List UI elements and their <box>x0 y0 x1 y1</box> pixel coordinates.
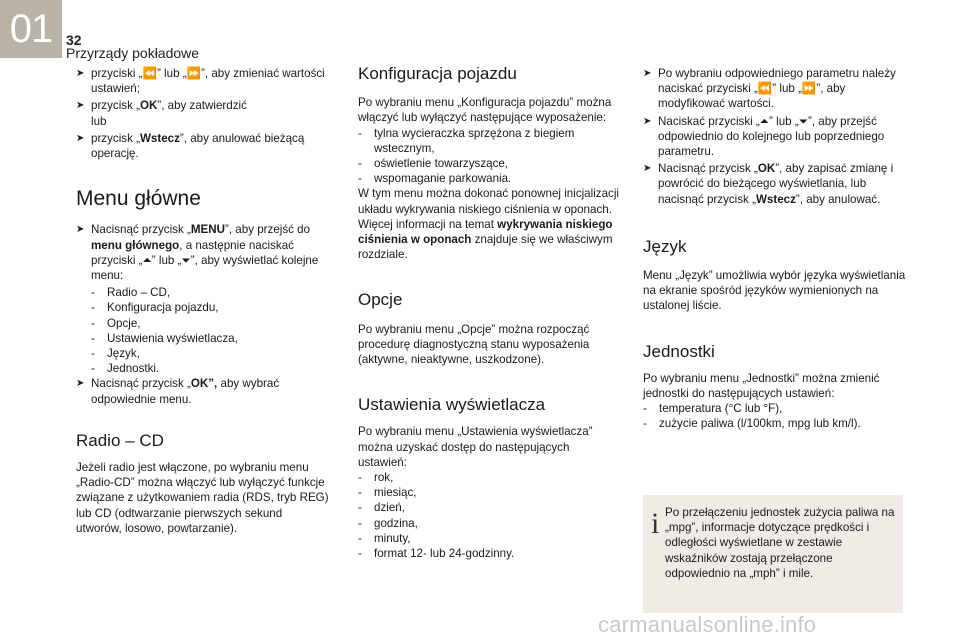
arrow-bullet-icon: ➤ <box>643 115 652 127</box>
vehicle-list <box>358 126 620 187</box>
info-box <box>643 495 903 613</box>
heading-display-settings: Ustawienia wyświetlacza <box>358 395 546 415</box>
heading-language: Język <box>643 236 687 256</box>
paragraph: Menu „Język” umożliwia wybór języka wyświetlania na ekranie spośród języków wymienionych na ustalonej liście. <box>643 269 906 313</box>
list-item: - Ustawienia wyświetlacza, <box>91 331 238 345</box>
list-item: - oświetlenie towarzyszące, <box>358 157 509 171</box>
bullet-item: ➤ przycisk „OK”, aby zatwierdzić lub <box>76 99 247 128</box>
column-middle <box>358 66 620 561</box>
list-item: - Jednostki. <box>91 362 160 376</box>
bullet-item: ➤ Nacisnąć przycisk „MENU”, aby przejść do menu głównego, a następnie naciskać przyciski „⏶” lub „⏷”, aby wyświetlać kolejne menu: <box>76 223 319 283</box>
info-icon: i <box>651 507 660 540</box>
list-item: - Język, <box>91 347 140 361</box>
arrow-bullet-icon: ➤ <box>76 68 85 79</box>
heading-radio-cd: Radio – CD <box>76 430 164 450</box>
list-item: - zużycie paliwa (l/100km, mpg lub km/l). <box>643 417 861 431</box>
watermark: carmanualsonline.info <box>598 612 817 637</box>
arrow-bullet-icon: ➤ <box>76 132 85 144</box>
list-item: - Opcje, <box>91 316 141 330</box>
paragraph: Po wybraniu menu „Jednostki” można zmienić jednostki do następujących ustawień: <box>643 371 880 401</box>
bullet-item: ➤ Po wybraniu odpowiedniego parametru należy naciskać przyciski „⏪” lub „⏩”, aby modyfikować wartości. <box>643 67 896 111</box>
page-number: 32 <box>66 32 82 48</box>
list-item: - temperatura (°C lub °F), <box>643 402 783 416</box>
heading-units: Jednostki <box>643 341 715 361</box>
arrow-bullet-icon: ➤ <box>76 224 85 236</box>
heading-main-menu: Menu główne <box>76 187 201 211</box>
display-list <box>358 470 620 561</box>
list-item: - minuty, <box>358 531 411 545</box>
list-item: - wspomaganie parkowania. <box>358 172 512 186</box>
menu-list <box>76 285 331 376</box>
chapter-badge: 01 <box>0 0 62 58</box>
section-title: Przyrządy pokładowe <box>66 45 200 61</box>
arrow-bullet-icon: ➤ <box>76 378 85 390</box>
bullet-item: ➤ przyciski „⏪” lub „⏩”, aby zmieniać wartości ustawień; <box>76 67 325 96</box>
heading-options: Opcje <box>358 290 403 310</box>
bullet-item: ➤ Nacisnąć przycisk „OK”, aby zapisać zmianę i powrócić do bieżącego wyświetlania, lub nacisnąć przycisk „Wstecz”, aby anulować. <box>643 162 894 206</box>
bullet-item: ➤ Nacisnąć przycisk „OK”, aby wybrać odpowiednie menu. <box>76 377 280 406</box>
arrow-bullet-icon: ➤ <box>643 68 652 79</box>
column-left <box>76 66 331 536</box>
list-item: - tylna wycieraczka sprzężona z biegiem wstecznym, <box>358 126 575 155</box>
bullet-item: ➤ przycisk „Wstecz”, aby anulować bieżącą operację. <box>76 131 305 161</box>
paragraph: Po wybraniu menu „Opcje” można rozpocząć procedurę diagnostyczną stanu wyposażenia (aktywne, nieaktywne, uszkodzone). <box>358 322 590 367</box>
list-item: - rok, <box>358 471 394 485</box>
list-item: - dzień, <box>358 501 405 515</box>
paragraph: Jeżeli radio jest włączone, po wybraniu menu „Radio-CD” można włączyć lub wyłączyć funkcje związane z użytkowaniem radia (RDS, tryb REG) lub CD (odtwarzanie pierwszych sekund utworów, losowo, powtarzanie). <box>76 461 329 535</box>
units-list <box>643 401 908 431</box>
list-item: - godzina, <box>358 516 418 530</box>
list-item: - Konfiguracja pojazdu, <box>91 301 219 315</box>
list-item: - miesiąc, <box>358 486 417 500</box>
arrow-bullet-icon: ➤ <box>643 163 652 175</box>
arrow-bullet-icon: ➤ <box>76 100 85 112</box>
column-right <box>643 66 908 432</box>
bullet-item: ➤ Naciskać przyciski „⏶” lub „⏷”, aby przejść odpowiednio do kolejnego lub poprzedniego parametru. <box>643 114 885 159</box>
list-item: - Radio – CD, <box>91 286 171 300</box>
paragraph: Po wybraniu menu „Ustawienia wyświetlacza” można uzyskać dostęp do następujących ustawień: <box>358 425 593 469</box>
heading-vehicle-config: Konfiguracja pojazdu <box>358 64 517 83</box>
list-item: - format 12- lub 24-godzinny. <box>358 547 515 561</box>
info-text: Po przełączeniu jednostek zużycia paliwa na „mpg”, informacje dotyczące prędkości i odległości wyświetlane w zestawie wskaźników zostają przełączone odpowiednio na „mph” i mile. <box>665 506 895 580</box>
paragraph: W tym menu można dokonać ponownej inicjalizacji układu wykrywania niskiego ciśnienia w oponach. Więcej informacji na temat wykrywania niskiego ciśnienia w oponach znajduje się we właściwym rozdziale. <box>358 187 619 262</box>
paragraph: Po wybraniu menu „Konfiguracja pojazdu” można włączyć lub wyłączyć następujące wyposażenie: <box>358 96 612 125</box>
